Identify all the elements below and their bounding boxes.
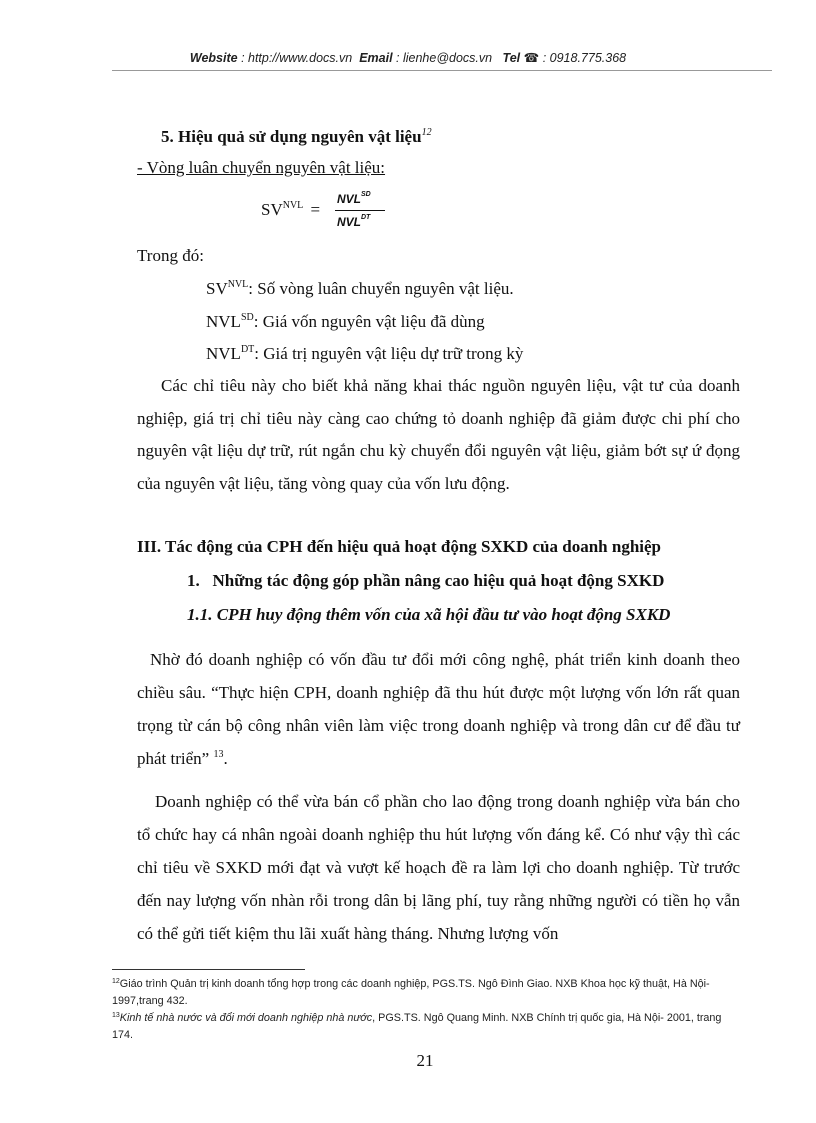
footnote-13-text: , PGS.TS. Ngô Quang Minh. NXB Chính trị quốc gia, Hà Nội- 2001, trang 174. [112, 1012, 722, 1041]
fraction-bar [335, 210, 385, 211]
paragraph-2 [137, 643, 740, 775]
section-5-title [161, 127, 432, 147]
footnote-12-number: 12 [112, 978, 120, 985]
section-5-subtitle: - Vòng luân chuyển nguyên vật liệu: [137, 158, 386, 177]
definition-sv [206, 279, 514, 299]
paragraph-3: Doanh nghiệp có thể vừa bán cổ phần cho lao động trong doanh nghiệp vừa bán cho tổ chức hay cá nhân ngoài doanh nghiệp thu hút lượng vốn đáng kể. Có như vậy thì các chỉ tiêu về SXKD mới đạt và vượt kế hoạch đề ra làm lợi cho doanh nghiệp. Từ trước đến nay lượng vốn nhàn rỗi trong dân bị lãng phí, tuy rằng những người có tiền họ vẫn có thể gửi tiết kiệm thu lãi xuất hàng tháng. Nhưng lượng vốn [137, 792, 740, 943]
formula-numerator [337, 192, 371, 206]
definitions-intro: Trong đó: [137, 246, 204, 265]
footnote-12-text: Giáo trình Quản trị kinh doanh tổng hợp trong các doanh nghiệp, PGS.TS. Ngô Đình Giao. NXB Khoa học kỹ thuật, Hà Nội- 1997,trang 432. [112, 978, 710, 1007]
definition-nvl-sd [206, 312, 485, 332]
section-3-title: III. Tác động của CPH đến hiệu quả hoạt động SXKD của doanh nghiệp [137, 537, 662, 556]
website-label: Website [189, 51, 238, 65]
page-header [0, 50, 816, 65]
footnote-ref-13: 13 [213, 749, 224, 760]
definition-nvl-dt-text: : Giá trị nguyên vật liệu dự trữ trong kỳ [254, 344, 524, 363]
section-3-sub-1: 1. Những tác động góp phần nâng cao hiệu quả hoạt động SXKD [187, 571, 665, 590]
formula-lhs-sup: NVL [282, 200, 304, 211]
definition-nvl-dt-sup: DT [240, 344, 255, 355]
page-number: 21 [416, 1051, 434, 1070]
header-divider [112, 70, 772, 71]
definition-nvl-sd-text: : Giá vốn nguyên vật liệu đã dùng [253, 312, 485, 331]
tel-label: Tel [502, 51, 521, 65]
definition-nvl-sd-symbol: NVL [206, 312, 241, 331]
phone-icon: ☎ [523, 51, 540, 65]
formula-denominator [337, 215, 370, 229]
email-label: Email [359, 51, 393, 65]
numerator-sup: SD [361, 191, 371, 198]
footnote-divider [112, 969, 305, 970]
definition-nvl-dt-symbol: NVL [206, 344, 241, 363]
paragraph-2-end: . [223, 749, 228, 768]
email-value[interactable]: : lienhe@docs.vn [396, 51, 493, 65]
formula-equals: = [310, 200, 321, 219]
numerator-text: NVL [337, 192, 361, 206]
definition-sv-symbol: SV [206, 279, 228, 298]
footnote-12 [112, 976, 724, 1010]
formula-lhs [261, 200, 320, 220]
paragraph-2-text: Nhờ đó doanh nghiệp có vốn đầu tư đổi mới công nghệ, phát triển kinh doanh theo chiều sâu. “Thực hiện CPH, doanh nghiệp đã thu hút được một lượng vốn lớn rất quan trọng từ cán bộ công nhân viên làm việc trong doanh nghiệp và trong dân cư để đầu tư phát triển” [137, 650, 740, 768]
footnote-13 [112, 1010, 724, 1044]
tel-value: : 0918.775.368 [542, 51, 627, 65]
formula-lhs-symbol: SV [261, 200, 283, 219]
denominator-sup: DT [361, 214, 371, 221]
section-3-sub-1-1: 1.1. CPH huy động thêm vốn của xã hội đầu tư vào hoạt động SXKD [187, 605, 671, 624]
section-5-title-text: 5. Hiệu quả sử dụng nguyên vật liệu [161, 127, 422, 146]
definition-nvl-sd-sup: SD [240, 312, 254, 323]
paragraph-1: Các chỉ tiêu này cho biết khả năng khai thác nguồn nguyên liệu, vật tư của doanh nghiệp, giá trị chỉ tiêu này càng cao chứng tỏ doanh nghiệp đã giảm được chi phí cho nguyên vật liệu dự trữ, rút ngắn chu kỳ chuyển đổi nguyên vật liệu, giảm bớt sự ứ đọng của nguyên vật liệu, tăng vòng quay của vốn lưu động. [137, 376, 740, 493]
denominator-text: NVL [337, 215, 361, 229]
definition-sv-sup: NVL [227, 279, 249, 290]
website-value[interactable]: : http://www.docs.vn [241, 51, 353, 65]
footnote-13-title: Kinh tế nhà nước và đổi mới doanh nghiệp nhà nước [119, 1012, 373, 1024]
definition-sv-text: : Số vòng luân chuyển nguyên vật liệu. [248, 279, 514, 298]
footnote-ref-12: 12 [421, 127, 432, 138]
footnote-13-number: 13 [112, 1012, 120, 1019]
definition-nvl-dt [206, 344, 523, 364]
